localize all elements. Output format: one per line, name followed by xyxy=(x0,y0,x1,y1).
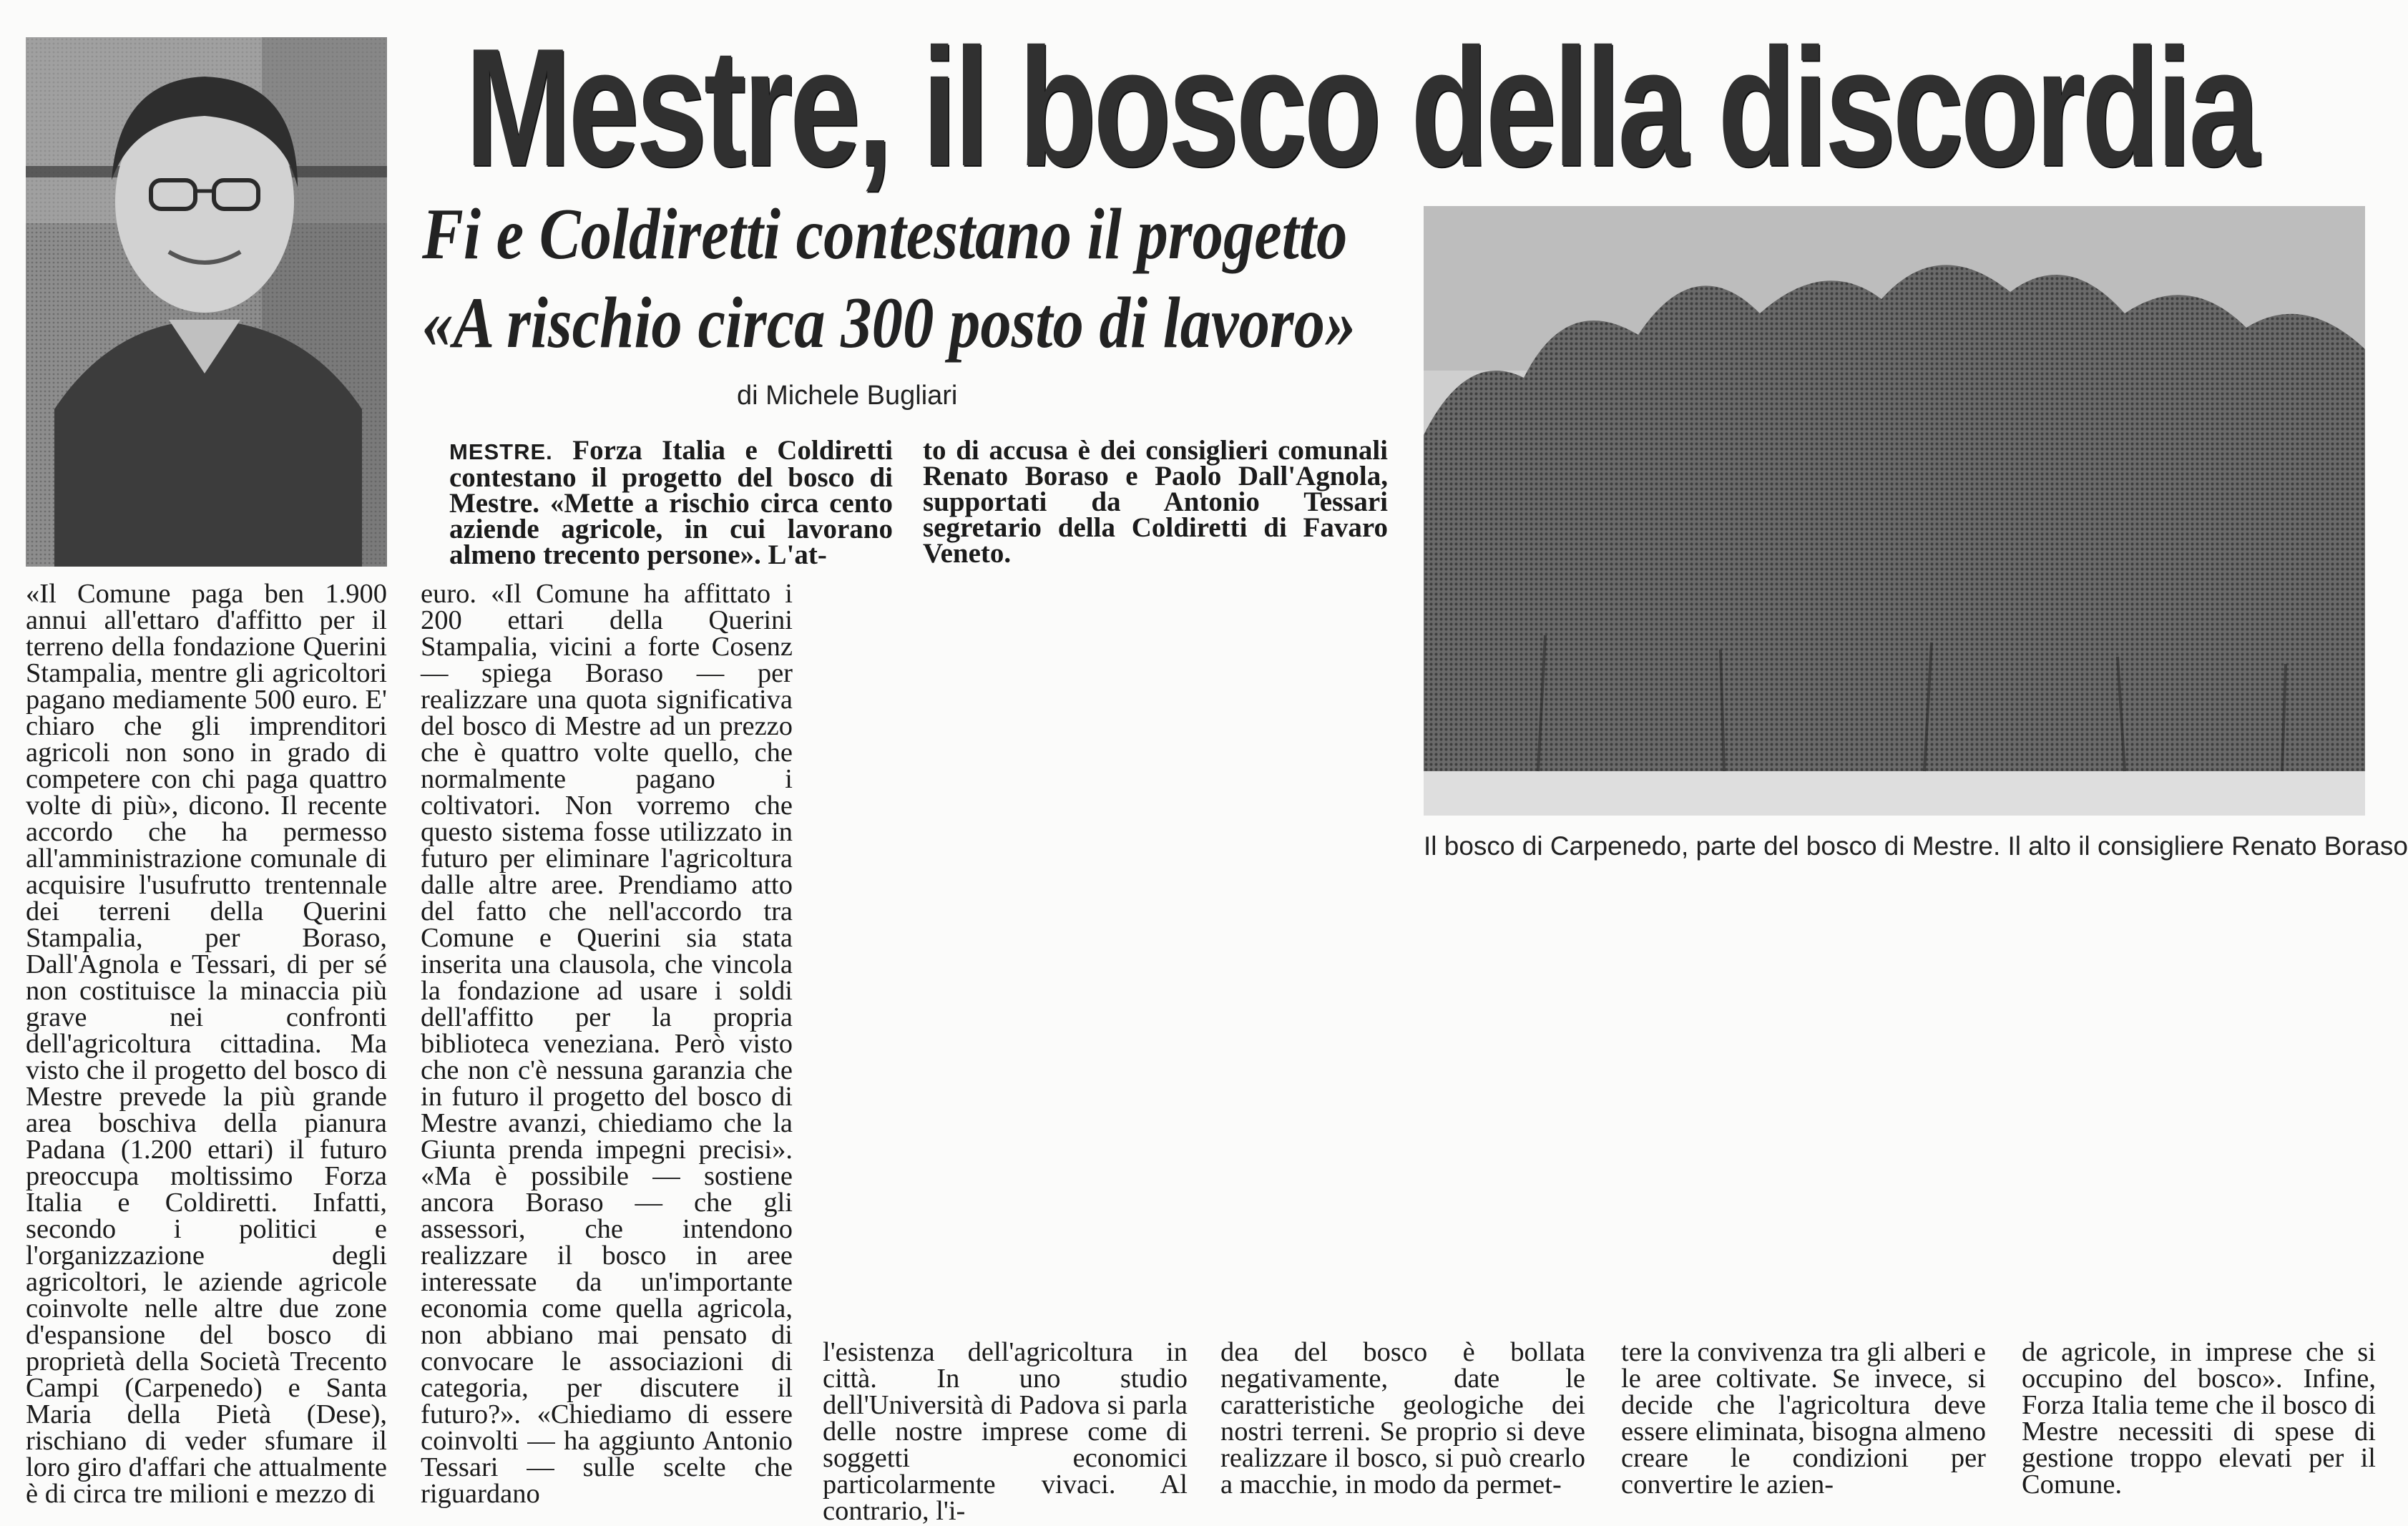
forest-image xyxy=(1424,206,2365,816)
body-column-3: l'esistenza dell'agricoltura in città. In uno studio dell'Università di Padova si parla delle nostre imprese come di soggetti economici particolarmente vivaci. Al contrario, l'i- xyxy=(823,1337,1188,1526)
portrait-image xyxy=(26,37,387,567)
subheadline-line-1: Fi e Coldiretti contestano il progetto xyxy=(422,194,1348,275)
portrait-photo xyxy=(26,37,387,567)
forest-photo xyxy=(1424,206,2365,816)
body-column-6: de agricole, in imprese che si occupino del bosco». Infine, Forza Italia teme che il bosco di Mestre necessiti di spese di gestione troppo elevati per il Comune. xyxy=(2022,1337,2376,1500)
body-column-1: «Il Comune paga ben 1.900 annui all'ettaro d'affitto per il terreno della fondazione Querini Stampalia, mentre gli agricoltori pagano mediamente 500 euro. E' chiaro che gli imprenditori agricoli non sono in grado di competere con chi paga quattro volte di più», dicono. Il recente accordo che ha permesso all'amministrazione comunale di acquisire l'usufrutto trentennale dei terreni della Querini Stampalia, per Boraso, Dall'Agnola e Tessari, di per sé non costituisce la minaccia più grave nei confronti dell'agricoltura cittadina. Ma visto che il progetto del bosco di Mestre prevede la più grande area boschiva della pianura Padana (1.200 ettari) il futuro preoccupa moltissimo Forza Italia e Coldiretti. Infatti, secondo i politici e l'organizzazione degli agricoltori, le aziende agricole coinvolte nelle altre due zone d'espansione del bosco di proprietà della Società Trecento Campi (Carpenedo) e Santa Maria della Pietà (Dese), rischiano di veder sfumare il loro giro d'affari che attualmente è di circa tre milioni e mezzo di xyxy=(26,579,387,1509)
subheadline-line-2: «A rischio circa 300 posto di lavoro» xyxy=(422,283,1356,363)
body-column-5: tere la convivenza tra gli alberi e le aree coltivate. Se invece, si decide che l'agricoltura deve essere eliminata, bisogna almeno creare le condizioni per convertire le azien- xyxy=(1621,1337,1986,1500)
dateline: MESTRE. xyxy=(449,439,553,464)
body-column-4: dea del bosco è bollata negativamente, date le caratteristiche geologiche dei nostri terreni. Se proprio si deve realizzare il bosco, si può crearlo a macchie, in modo da permet- xyxy=(1220,1337,1585,1500)
byline: di Michele Bugliari xyxy=(737,381,958,411)
photo-caption: Il bosco di Carpenedo, parte del bosco di Mestre. Il alto il consigliere Renato Boraso xyxy=(1424,831,2408,861)
lead-text-1: Forza Italia e Coldiretti contestano il progetto del bosco di Mestre. «Mette a rischio circa cento aziende agricole, in cui lavorano almeno trecento persone». L'at- xyxy=(449,435,893,570)
body-column-2: euro. «Il Comune ha affittato i 200 ettari della Querini Stampalia, vicini a forte Cosenz — spiega Boraso — per realizzare una quota significativa del bosco di Mestre ad un prezzo che è quattro volte quello, che normalmente pagano i coltivatori. Non vorremo che questo sistema fosse utilizzato in futuro per eliminare l'agricoltura dalle altre aree. Prendiamo atto del fatto che nell'accordo tra Comune e Querini sia stata inserita una clausola, che vincola la fondazione ad usare i soldi dell'affitto per la propria biblioteca veneziana. Però visto che non c'è nessuna garanzia che in futuro il progetto del bosco di Mestre avanzi, chiediamo che la Giunta prenda impegni precisi». «Ma è possibile — sostiene ancora Boraso — che gli assessori, che intendono realizzare il bosco in aree interessate da un'importante economia come quella agricola, non abbiano mai pensato di convocare le associazioni di categoria, per discutere il futuro?». «Chiediamo di essere coinvolti — ha aggiunto Antonio Tessari — sulle scelte che riguardano xyxy=(421,579,793,1509)
headline: Mestre, il bosco della discordia xyxy=(465,13,2257,201)
lead-column-2: to di accusa è dei consiglieri comunali Renato Boraso e Paolo Dall'Agnola, supportati da Antonio Tessari segretario della Coldiretti di Favaro Veneto. xyxy=(923,435,1388,569)
lead-column-1 xyxy=(449,435,893,574)
